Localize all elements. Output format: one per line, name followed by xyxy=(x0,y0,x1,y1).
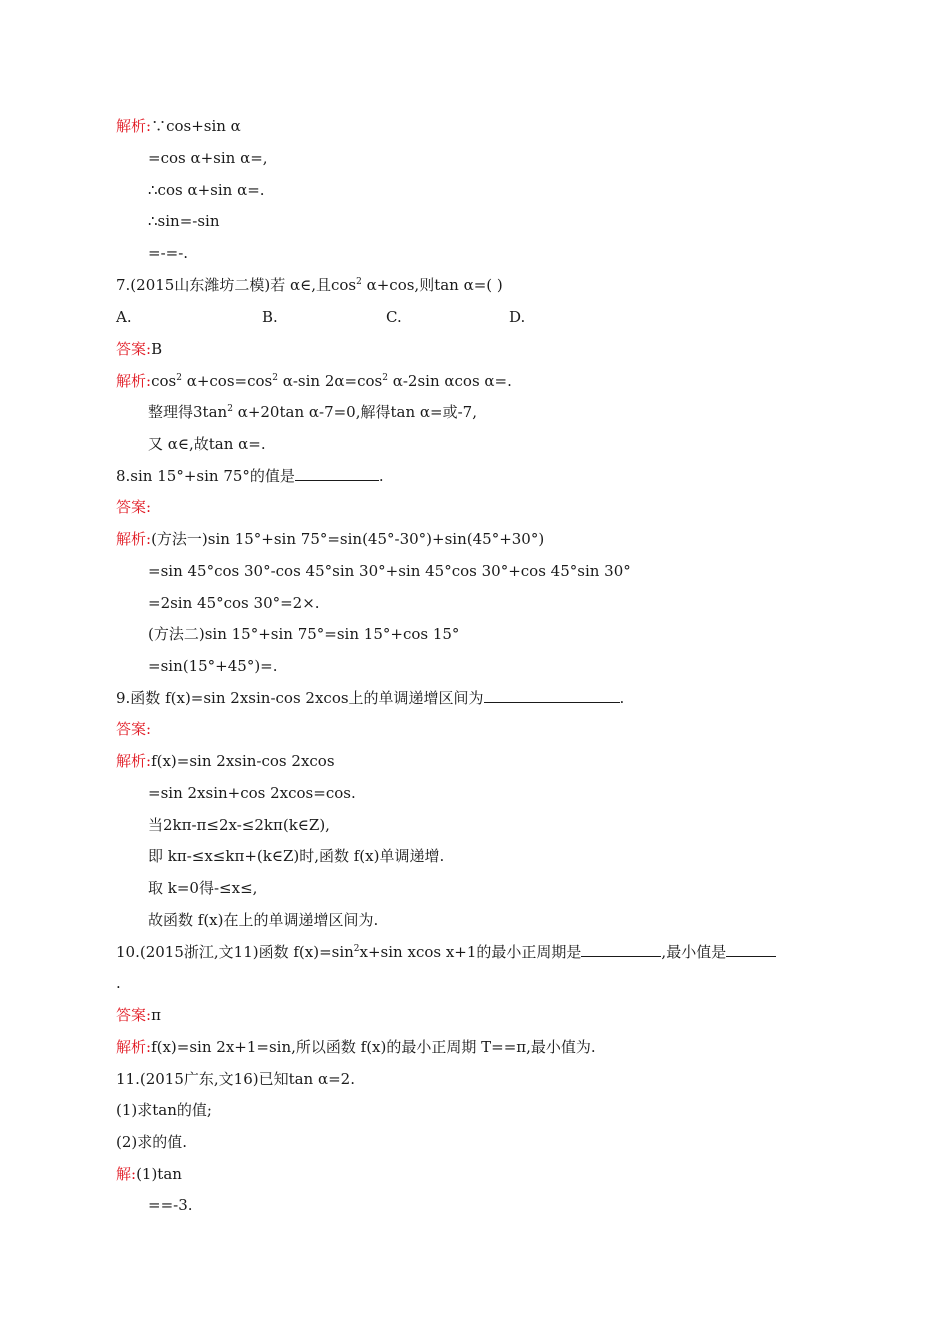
question-9: 9.函数 f(x)=sin 2xsin-cos 2xcos上的单调递增区间为 . xyxy=(116,689,625,707)
question-10: 10.(2015浙江,文11)函数 $f(x)=\sin^2x+\sin$ xcos x+1的最小正周期是 ,最小值是 xyxy=(116,941,776,963)
solution-line: =2sin 45°cos 30°=2×. xyxy=(148,594,320,612)
solution-line: 解析:(方法一)sin 15°+sin 75°=sin(45°-30°)+sin(45°+30°) xyxy=(116,530,545,548)
blank-line xyxy=(726,941,776,957)
solution-line: 故函数 f(x)在上的单调递增区间为. xyxy=(148,911,379,929)
solution-line: ==-3. xyxy=(148,1196,193,1214)
answer-line: 答案:B xyxy=(116,340,163,358)
solution-label: 解: xyxy=(116,1165,137,1183)
solution-line: 解析:∵cos+sin α xyxy=(116,117,241,135)
option-a: A. xyxy=(116,308,132,326)
blank-line xyxy=(295,465,379,481)
option-b: B. xyxy=(262,308,278,326)
answer-label: 答案: xyxy=(116,720,152,738)
solution-line: 又 α∈,故tan α=. xyxy=(148,435,266,453)
question-11: 11.(2015广东,文16)已知tan α=2. xyxy=(116,1070,355,1088)
blank-line xyxy=(581,941,661,957)
solution-line: 当2kπ-π≤2x-≤2kπ(k∈Z), xyxy=(148,816,330,834)
solution-line: 解析$:\cos^2$ $\alpha+\cos=\cos^2$ α-sin $2\alpha=\cos^2$ α-2sin αcos α=. xyxy=(116,372,512,390)
question-11-part-1: (1)求tan的值; xyxy=(116,1101,212,1119)
solution-line: =sin 45°cos 30°-cos 45°sin 30°+sin 45°cos 30°+cos 45°sin 30° xyxy=(148,562,631,580)
solution-line: (方法二)sin 15°+sin 75°=sin 15°+cos 15° xyxy=(148,625,460,643)
option-d: D. xyxy=(509,308,526,326)
answer-line: 答案:π xyxy=(116,1006,161,1024)
answer-line xyxy=(116,496,151,518)
answer-line xyxy=(116,718,151,740)
solution-line: ∴sin=-sin xyxy=(148,212,220,230)
question-11-part-2: (2)求的值. xyxy=(116,1133,188,1151)
solution-line: 取 k=0得-≤x≤, xyxy=(148,879,258,897)
solution-line: =cos α+sin α=, xyxy=(148,149,268,167)
answer-label: 答案: xyxy=(116,1006,152,1024)
answer-label: 答案: xyxy=(116,498,152,516)
solution-line: 即 kπ-≤x≤kπ+(k∈Z)时,函数 f(x)单调递增. xyxy=(148,847,445,865)
solution-line: ∴cos α+sin α=. xyxy=(148,181,265,199)
solution-line: =-=-. xyxy=(148,244,189,262)
solution-label: 解析: xyxy=(116,372,152,390)
solution-label: 解析: xyxy=(116,117,152,135)
option-c: C. xyxy=(386,308,402,326)
question-7: 7.(2015山东潍坊二模)若 α∈,且$\cos^2 \alpha+\cos$,则tan α=( ) xyxy=(116,276,503,294)
solution-line: =sin 2xsin+cos 2xcos=cos. xyxy=(148,784,356,802)
solution-line: 解析:f(x)=sin 2xsin-cos 2xcos xyxy=(116,752,335,770)
solution-line: 解:(1)tan xyxy=(116,1165,182,1183)
answer-label: 答案: xyxy=(116,340,152,358)
solution-line: 整理得$3\tan^2$ α+20tan α-7=0,解得tan α=或-7, xyxy=(148,403,477,421)
question-10-end: . xyxy=(116,974,121,992)
solution-line: 解析:f(x)=sin 2x+1=sin,所以函数 f(x)的最小正周期 T==π,最小值为. xyxy=(116,1038,596,1056)
question-8: 8.sin 15°+sin 75°的值是 . xyxy=(116,467,384,485)
solution-line: =sin(15°+45°)=. xyxy=(148,657,278,675)
blank-line xyxy=(484,687,620,703)
solution-label: 解析: xyxy=(116,530,152,548)
solution-label: 解析: xyxy=(116,752,152,770)
solution-label: 解析: xyxy=(116,1038,152,1056)
